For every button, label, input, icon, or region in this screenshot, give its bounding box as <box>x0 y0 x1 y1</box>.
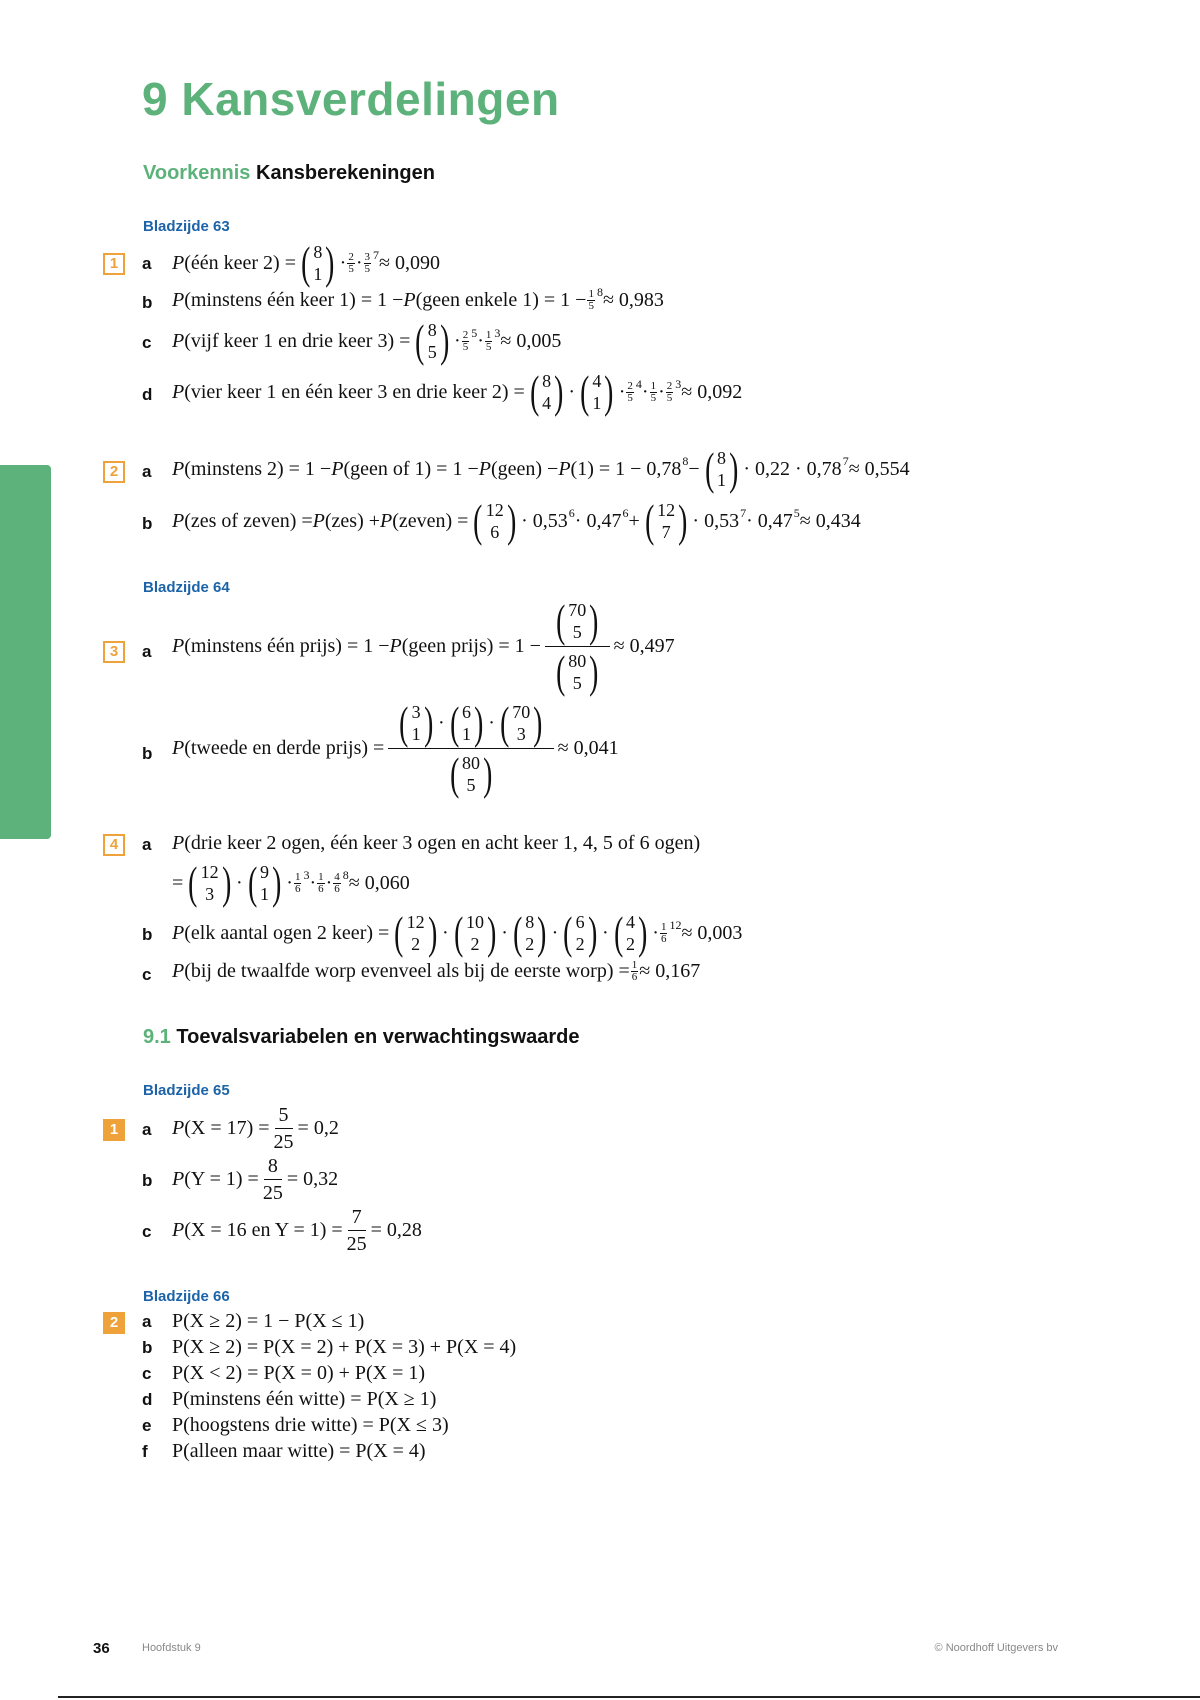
item-letter: d <box>142 385 153 404</box>
item-letter: b <box>142 1338 153 1357</box>
binomial: ( 9 1 ) <box>247 857 282 908</box>
fraction: 1 6 <box>318 870 324 895</box>
binomial: ( 8 5 ) <box>415 315 449 366</box>
binomial: ( 80 5 ) <box>449 748 493 799</box>
footer-chapter: Hoofdstuk 9 <box>142 1642 201 1654</box>
formula-91-2-item: P(X < 2) = P(X = 0) + P(X = 1) <box>172 1362 426 1384</box>
formula-text: (één keer 2) = <box>184 251 296 274</box>
section-prefix: 9.1 <box>143 1026 171 1048</box>
binomial: ( 8 1 ) <box>704 443 739 494</box>
fraction: 2 5 <box>627 379 633 404</box>
exercise-number: 2 <box>103 1312 125 1334</box>
formula-91-2-item: P(alleen maar witte) = P(X = 4) <box>172 1440 426 1462</box>
section-heading-voorkennis <box>143 162 435 185</box>
formula-91-1c: P (X = 16 en Y = 1) = $\frac{7}{25}$ = 0,28 <box>172 1206 422 1255</box>
fraction: 2 5 <box>666 379 673 404</box>
formula-2a: P (minstens 2) = 1 − P (geen of 1) = 1 − P (geen) − P (1) = 1 − 0,78 $^8$ − ( 8 1 ) · 0,22 · 0,78 $^7$ ≈ 0,554 <box>172 443 910 494</box>
item-letter: a <box>142 254 152 273</box>
item-letter: b <box>142 744 153 763</box>
binomial: ( 6 2 ) <box>563 907 597 958</box>
formula-3a: P (minstens één prijs) = 1 − P (geen prijs) = 1 − ( 70 5 ) ( 80 5 ) ≈ 0,497 <box>172 595 675 697</box>
page-ref: Bladzijde 63 <box>143 218 230 235</box>
fraction: 1 5 <box>650 379 657 404</box>
item-letter: c <box>142 1364 152 1383</box>
fraction: $\frac{8}{25}$ <box>262 1155 283 1204</box>
p-symbol: P <box>172 251 185 274</box>
item-letter: b <box>142 293 153 312</box>
binomial: ( 70 3 ) <box>500 697 543 748</box>
fraction: 1 5 <box>588 288 594 312</box>
fraction: $\frac{1}{6}$ <box>631 959 638 983</box>
page-ref: Bladzijde 64 <box>143 579 230 596</box>
section-name: Toevalsvariabelen en verwachtingswaarde <box>176 1026 580 1048</box>
page-title: 9 Kansverdelingen <box>142 73 560 125</box>
page-number: 36 <box>93 1640 110 1657</box>
fraction: $\frac{7}{25}$ <box>346 1206 367 1255</box>
item-letter: b <box>142 1171 153 1190</box>
formula-91-2-item: P(minstens één witte) = P(X ≥ 1) <box>172 1388 437 1410</box>
fraction: 2 5 <box>462 328 469 353</box>
formula-4b: P (elk aantal ogen 2 keer) = ( 12 2 ) · ( 10 2 ) · ( 8 2 ) · ( 6 2 ) · ( 4 2 ) · 1 6 $^{12}$ ≈ 0,003 <box>172 907 743 958</box>
page-ref: Bladzijde 66 <box>143 1288 230 1305</box>
fraction: $\frac{5}{25}$ <box>273 1104 294 1153</box>
exercise-number: 4 <box>103 834 125 856</box>
formula-4c: P (bij de twaalfde worp evenveel als bij de eerste worp) = $\frac{1}{6}$ ≈ 0,167 <box>172 959 701 983</box>
item-letter: f <box>142 1442 148 1461</box>
item-letter: a <box>142 1120 152 1139</box>
binomial: ( 4 2 ) <box>613 907 648 958</box>
item-letter: e <box>142 1416 152 1435</box>
fraction: 1 5 <box>485 328 492 353</box>
exercise-number: 2 <box>103 461 125 483</box>
page-ref: Bladzijde 65 <box>143 1082 230 1099</box>
binomial: ( 8 2 ) <box>513 907 547 958</box>
binomial: ( 80 5 ) <box>556 646 599 697</box>
binomial: ( 8 4 ) <box>529 366 564 417</box>
chapter-side-tab <box>0 465 51 839</box>
formula-91-1b: P (Y = 1) = $\frac{8}{25}$ = 0,32 <box>172 1155 339 1204</box>
formula-3b: P (tweede en derde prijs) = ( 3 1 ) · ( 6 1 ) · ( 70 3 ) ( 80 5 ) ≈ 0,041 <box>172 697 619 799</box>
fraction <box>545 595 610 697</box>
footer-copyright: © Noordhoff Uitgevers bv <box>934 1642 1058 1654</box>
binomial: ( 12 2 ) <box>394 907 437 958</box>
binomial: ( 8 1 ) <box>301 237 335 288</box>
binomial: ( 12 7 ) <box>644 495 688 546</box>
footer-rule <box>58 1696 1200 1698</box>
binomial: ( 12 6 ) <box>473 495 517 546</box>
binomial: ( 6 1 ) <box>449 697 484 748</box>
formula-91-2-item: P(X ≥ 2) = 1 − P(X ≤ 1) <box>172 1310 365 1332</box>
binomial: ( 70 5 ) <box>556 595 599 646</box>
binomial: ( 3 1 ) <box>399 697 433 748</box>
fraction: 3 5 <box>364 250 370 275</box>
fraction: 2 5 <box>348 250 354 275</box>
section-heading-9-1 <box>143 1026 580 1049</box>
binomial: ( 12 3 ) <box>188 857 231 908</box>
binomial: ( 10 2 ) <box>453 907 497 958</box>
item-letter: d <box>142 1390 153 1409</box>
item-letter: b <box>142 925 153 944</box>
formula-91-2-item: P(X ≥ 2) = P(X = 2) + P(X = 3) + P(X = 4) <box>172 1336 517 1358</box>
formula-4a-line1: P (drie keer 2 ogen, één keer 3 ogen en acht keer 1, 4, 5 of 6 ogen) <box>172 832 701 854</box>
formula-1a: P (één keer 2) = ( 8 1 ) · 2 5 · 3 5 $^7$ ≈ 0,090 <box>172 237 440 288</box>
formula-result: ≈ 0,090 <box>379 251 440 274</box>
binomial: ( 4 1 ) <box>580 366 614 417</box>
section-name: Kansberekeningen <box>256 162 435 184</box>
exercise-number: 1 <box>103 1119 125 1141</box>
fraction: 4 6 <box>334 870 340 895</box>
item-letter: a <box>142 1312 152 1331</box>
formula-1b: P (minstens één keer 1) = 1 − P (geen enkele 1) = 1 − 1 5 $^8$ ≈ 0,983 <box>172 285 664 312</box>
formula-91-2-item: P(hoogstens drie witte) = P(X ≤ 3) <box>172 1414 449 1436</box>
fraction: 1 6 <box>294 870 301 895</box>
formula-2b: P (zes of zeven) = P (zes) + P (zeven) = ( 12 6 ) · 0,53 $^6$ · 0,47 $^6$ + ( 12 7 ) · 0,53 $^7$ · 0,47 $^5$ ≈ 0,434 <box>172 495 861 546</box>
formula-1c: P (vijf keer 1 en drie keer 3) = ( 8 5 ) · 2 5 $^5$ · 1 5 $^3$ ≈ 0,005 <box>172 315 562 366</box>
fraction: ( 3 1 ) · ( 6 1 ) · ( 70 3 ) ( 80 5 ) <box>388 700 553 797</box>
item-letter: a <box>142 835 152 854</box>
exercise-number: 3 <box>103 641 125 663</box>
section-prefix: Voorkennis <box>143 162 251 184</box>
formula-1d: P (vier keer 1 en één keer 3 en drie keer 2) = ( 8 4 ) · ( 4 1 ) · 2 5 $^4$ · 1 5 · 2 5 $^3$ ≈ 0,092 <box>172 366 743 417</box>
item-letter: a <box>142 642 152 661</box>
formula-4a-line2: = ( 12 3 ) · ( 9 1 ) · 1 6 $^3$ · 1 6 · 4 6 $^8$ ≈ 0,060 <box>172 857 410 908</box>
formula-91-1a: P (X = 17) = $\frac{5}{25}$ = 0,2 <box>172 1104 339 1153</box>
fraction: 1 6 <box>660 920 667 945</box>
item-letter: c <box>142 1222 152 1241</box>
item-letter: a <box>142 462 152 481</box>
item-letter: c <box>142 333 152 352</box>
item-letter: b <box>142 514 153 533</box>
item-letter: c <box>142 965 152 984</box>
exercise-number: 1 <box>103 253 125 275</box>
